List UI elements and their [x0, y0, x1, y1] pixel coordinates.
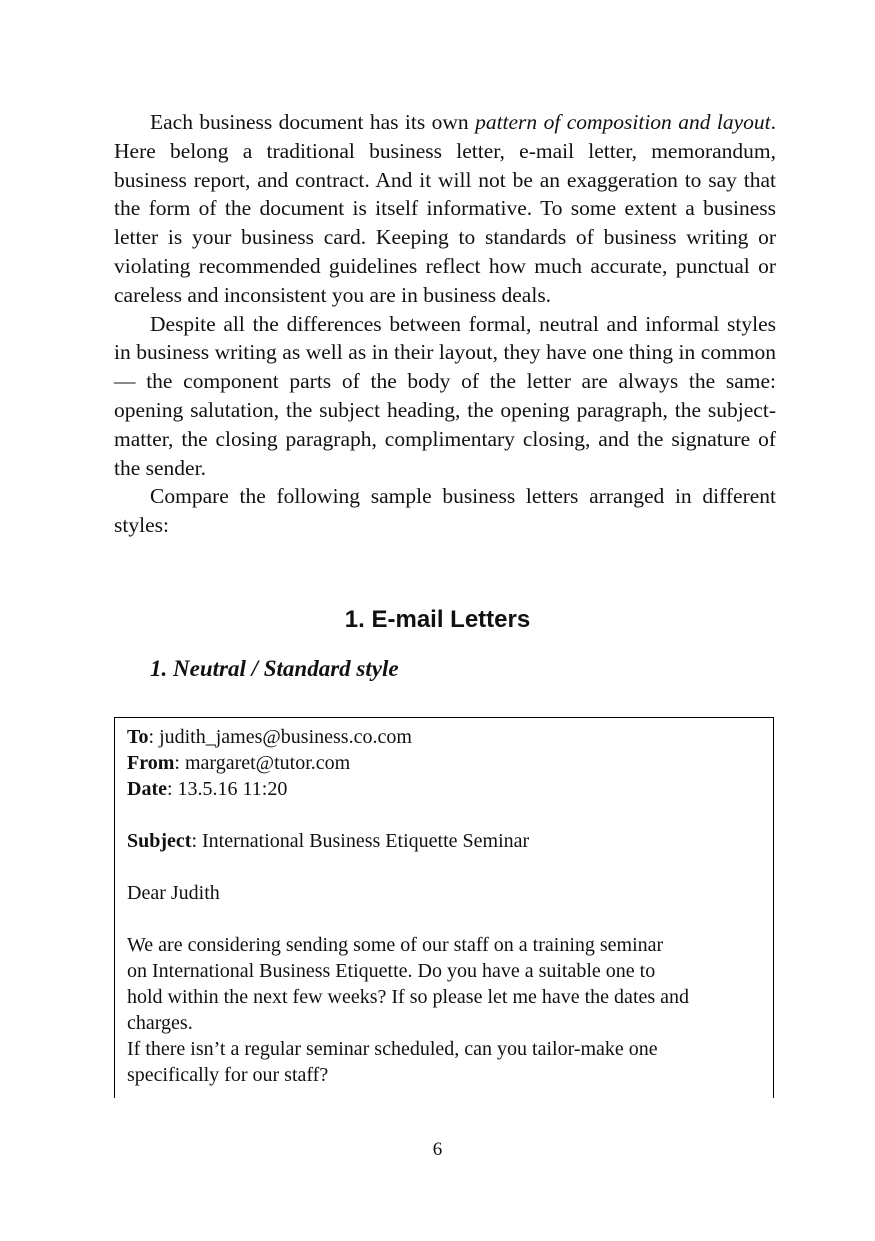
paragraph-1: [114, 108, 776, 310]
body-text: [114, 108, 776, 540]
email-to-label: To: [127, 726, 149, 748]
p1-start: Each business document has its own: [150, 110, 476, 134]
email-date-value: : 13.5.16 11:20: [166, 778, 288, 800]
paragraph-3: Compare the following sample business letters arranged in different styles:: [114, 484, 776, 538]
p1-emphasis: pattern of composition and layout: [475, 110, 771, 134]
email-body-line: hold within the next few weeks? If so please let me have the dates and: [127, 986, 690, 1008]
email-body-line: charges.: [127, 1012, 193, 1034]
email-from-label: From: [127, 752, 175, 774]
email-from-value: : margaret@tutor.com: [174, 752, 351, 774]
page-number: 6: [432, 1139, 443, 1160]
p1-end: . Here belong a traditional business letter, e-mail letter, memorandum, business report, and contract. And it will not be an exaggeration to say that the form of the document is itself informative. To some extent a business letter is your business card. Keeping to standards of business writing or violating recommended guidelines reflect how much accurate, punctual or careless and inconsistent you are in business deals.: [114, 110, 776, 307]
email-body-line: specifically for our staff?: [127, 1064, 329, 1086]
email-to-value: : judith_james@business.co.com: [148, 726, 412, 748]
email-greeting: Dear Judith: [127, 882, 220, 904]
paragraph-2: Despite all the differences between formal, neutral and informal styles in business writing as well as in their layout, they have one thing in common — the component parts of the body of the letter are always the same: opening salutation, the subject heading, the opening paragraph, the subject-matter, the closing paragraph, complimentary closing, and the signature of the sender.: [114, 311, 776, 480]
email-body-line: We are considering sending some of our staff on a training seminar: [127, 934, 664, 956]
spacer: [127, 802, 761, 828]
email-subject-value: : International Business Etiquette Seminar: [191, 830, 530, 852]
email-date-label: Date: [127, 778, 167, 800]
email-date-line: [127, 776, 761, 802]
email-subject-label: Subject: [127, 830, 192, 852]
sub-heading: 1. Neutral / Standard style: [150, 656, 399, 681]
section-heading: 1. E-mail Letters: [344, 606, 531, 633]
email-body-line: on International Business Etiquette. Do you have a suitable one to: [127, 960, 656, 982]
email-to-line: [127, 724, 761, 750]
email-subject-line: [127, 828, 761, 854]
email-body-line: If there isn’t a regular seminar scheduled, can you tailor-make one: [127, 1038, 658, 1060]
spacer: [127, 854, 761, 880]
email-from-line: [127, 750, 761, 776]
email-sample-box: [114, 717, 774, 1098]
spacer: [127, 906, 761, 932]
